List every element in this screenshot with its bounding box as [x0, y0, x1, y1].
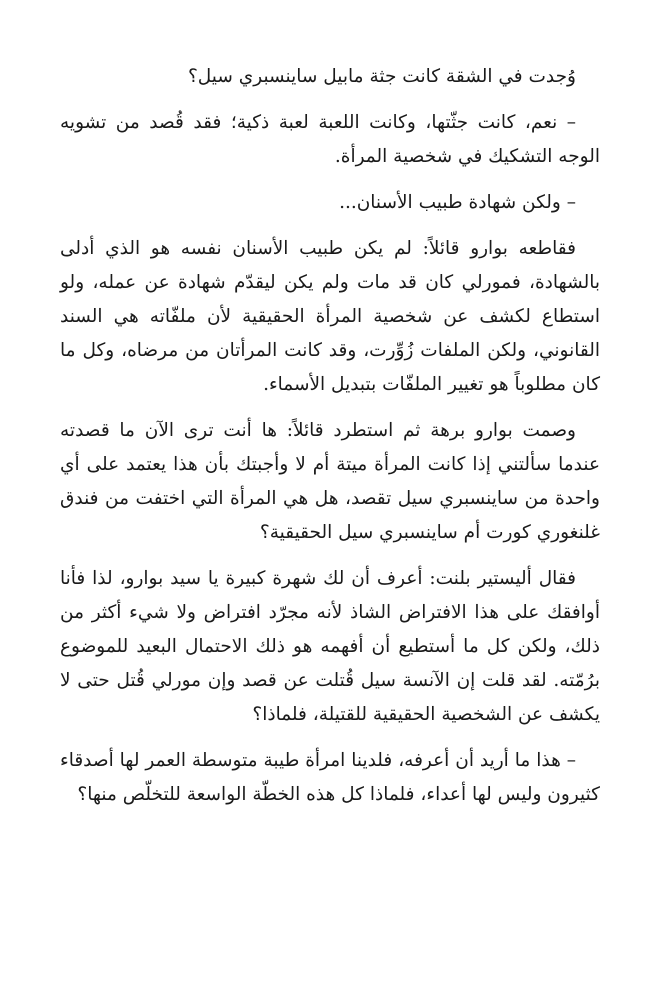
- paragraph: وُجدت في الشقة كانت جثة مابيل ساينسبري سيل؟: [187, 66, 576, 87]
- paragraph: – هذا ما أريد أن أعرفه، فلدينا امرأة طيبة متوسطة العمر لها أصدقاء كثيرون وليس لها أعداء، فلماذا كل هذه الخطّة الواسعة للتخلّص منها؟: [60, 750, 600, 805]
- paragraph: – نعم، كانت جثّتها، وكانت اللعبة لعبة ذكية؛ فقد قُصد من تشويه الوجه التشكيك في شخصية المرأة.: [60, 112, 600, 167]
- paragraph: فقال أليستير بلنت: أعرف أن لك شهرة كبيرة يا سيد بوارو، لذا فأنا أوافقك على هذا الافتراض الشاذ لأنه مجرّد افتراض ولا شيء أكثر من ذلك، ولكن كل ما أستطيع أن أفهمه هو ذلك الاحتمال البعيد للموضوع برُمّته. لقد قلت إن الآنسة سيل قُتلت عن قصد وإن مورلي قُتل حتى لا يكشف عن الشخصية الحقيقية للقتيلة، فلماذا؟: [60, 568, 600, 725]
- paragraph: – ولكن شهادة طبيب الأسنان...: [339, 192, 576, 213]
- paragraph: فقاطعه بوارو قائلاً: لم يكن طبيب الأسنان نفسه هو الذي أدلى بالشهادة، فمورلي كان قد مات ولم يكن ليقدّم شهادة عن عمله، ولو استطاع لكشف عن شخصية المرأة الحقيقية لأن ملفّاته هي السند القانوني، ولكن الملفات زُوِّرت، وقد كانت المرأتان من مرضاه، وكل ما كان مطلوباً هو تغيير الملفّات بتبديل الأسماء.: [60, 238, 600, 395]
- paragraph: وصمت بوارو برهة ثم استطرد قائلاً: ها أنت ترى الآن ما قصدته عندما سألتني إذا كانت المرأة ميتة أم لا وأجبتك بأن هذا يعتمد على أي واحدة من ساينسبري سيل تقصد، هل هي المرأة التي اختفت من فندق غلنغوري كورت أم ساينسبري سيل الحقيقية؟: [60, 420, 600, 543]
- book-page: [60, 60, 600, 980]
